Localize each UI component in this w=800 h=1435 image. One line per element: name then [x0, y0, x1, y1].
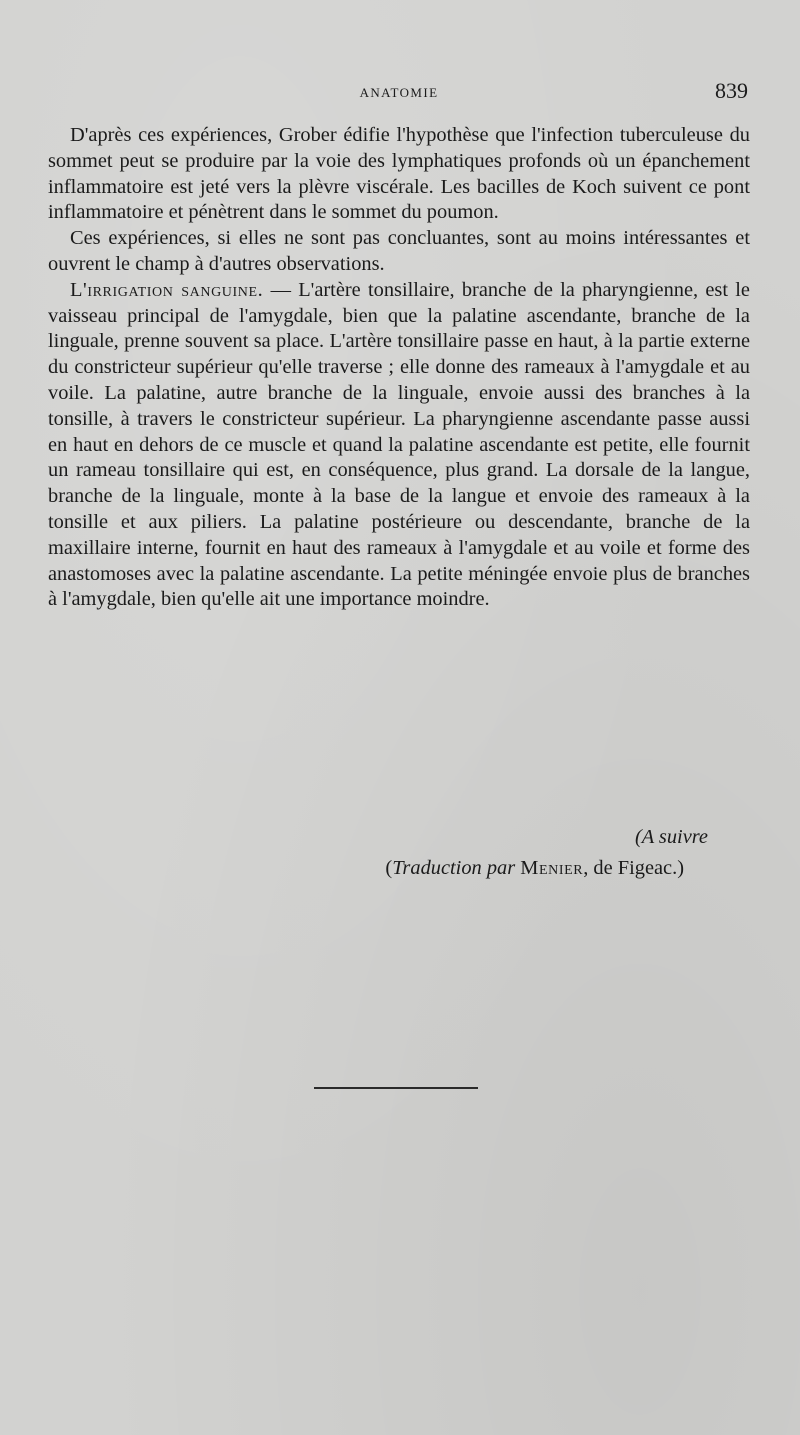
a-suivre-note: (A suivre: [634, 826, 708, 848]
translation-rest: , de Figeac.): [583, 857, 684, 879]
section-end-rule: [314, 1087, 478, 1089]
paragraph-3: [48, 278, 750, 613]
translation-credit: [48, 855, 750, 881]
paragraph-3-text: — L'artère tonsillaire, branche de la pharyngienne, est le vaisseau principal de l'amygdale, bien que la palatine ascendante, branche de la linguale, prenne souvent sa place. L'artère tonsillaire passe en haut, à la partie externe du constricteur supérieur qu'elle traverse ; elle donne des rameaux à l'amygdale et au voile. La palatine, autre branche de la linguale, envoie aussi des branches à la tonsille, à travers le constricteur supérieur. La pharyngienne ascendante passe aussi en haut en dehors de ce muscle et quand la palatine ascendante est petite, elle fournit un rameau tonsillaire qui est, en conséquence, plus grand. La dorsale de la langue, branche de la linguale, monte à la base de la langue et envoie des rameaux à la tonsille et aux piliers. La palatine postérieure ou descendante, branche de la maxillaire interne, fournit en haut des rameaux à l'amygdale et au voile et forme des anastomoses avec la palatine ascendante. La petite méningée envoie plus de branches à l'amygdale, bien qu'elle ait une importance moindre.: [48, 278, 750, 611]
paragraph-1: D'après ces expériences, Grober édifie l'hypothèse que l'infection tuberculeuse du sommet peut se produire par la voie des lymphatiques profonds où un épanchement inflammatoire est jeté vers la plèvre viscérale. Les bacilles de Koch suivent ce pont inflammatoire et pénètrent dans le sommet du poumon.: [48, 124, 750, 224]
translator-name: Menier: [520, 857, 584, 879]
page-number: 839: [715, 78, 748, 103]
running-title: ANATOMIE: [359, 85, 439, 100]
paragraph-2: Ces expériences, si elles ne sont pas concluantes, sont au moins intéressantes et ouvrent le champ à d'autres observations.: [48, 227, 750, 275]
body-text: [48, 123, 750, 613]
translation-open-paren: (: [385, 857, 393, 879]
section-heading: L'irrigation sanguine.: [70, 278, 264, 301]
running-head: [48, 80, 750, 106]
translation-label: Traduction par: [392, 857, 516, 879]
